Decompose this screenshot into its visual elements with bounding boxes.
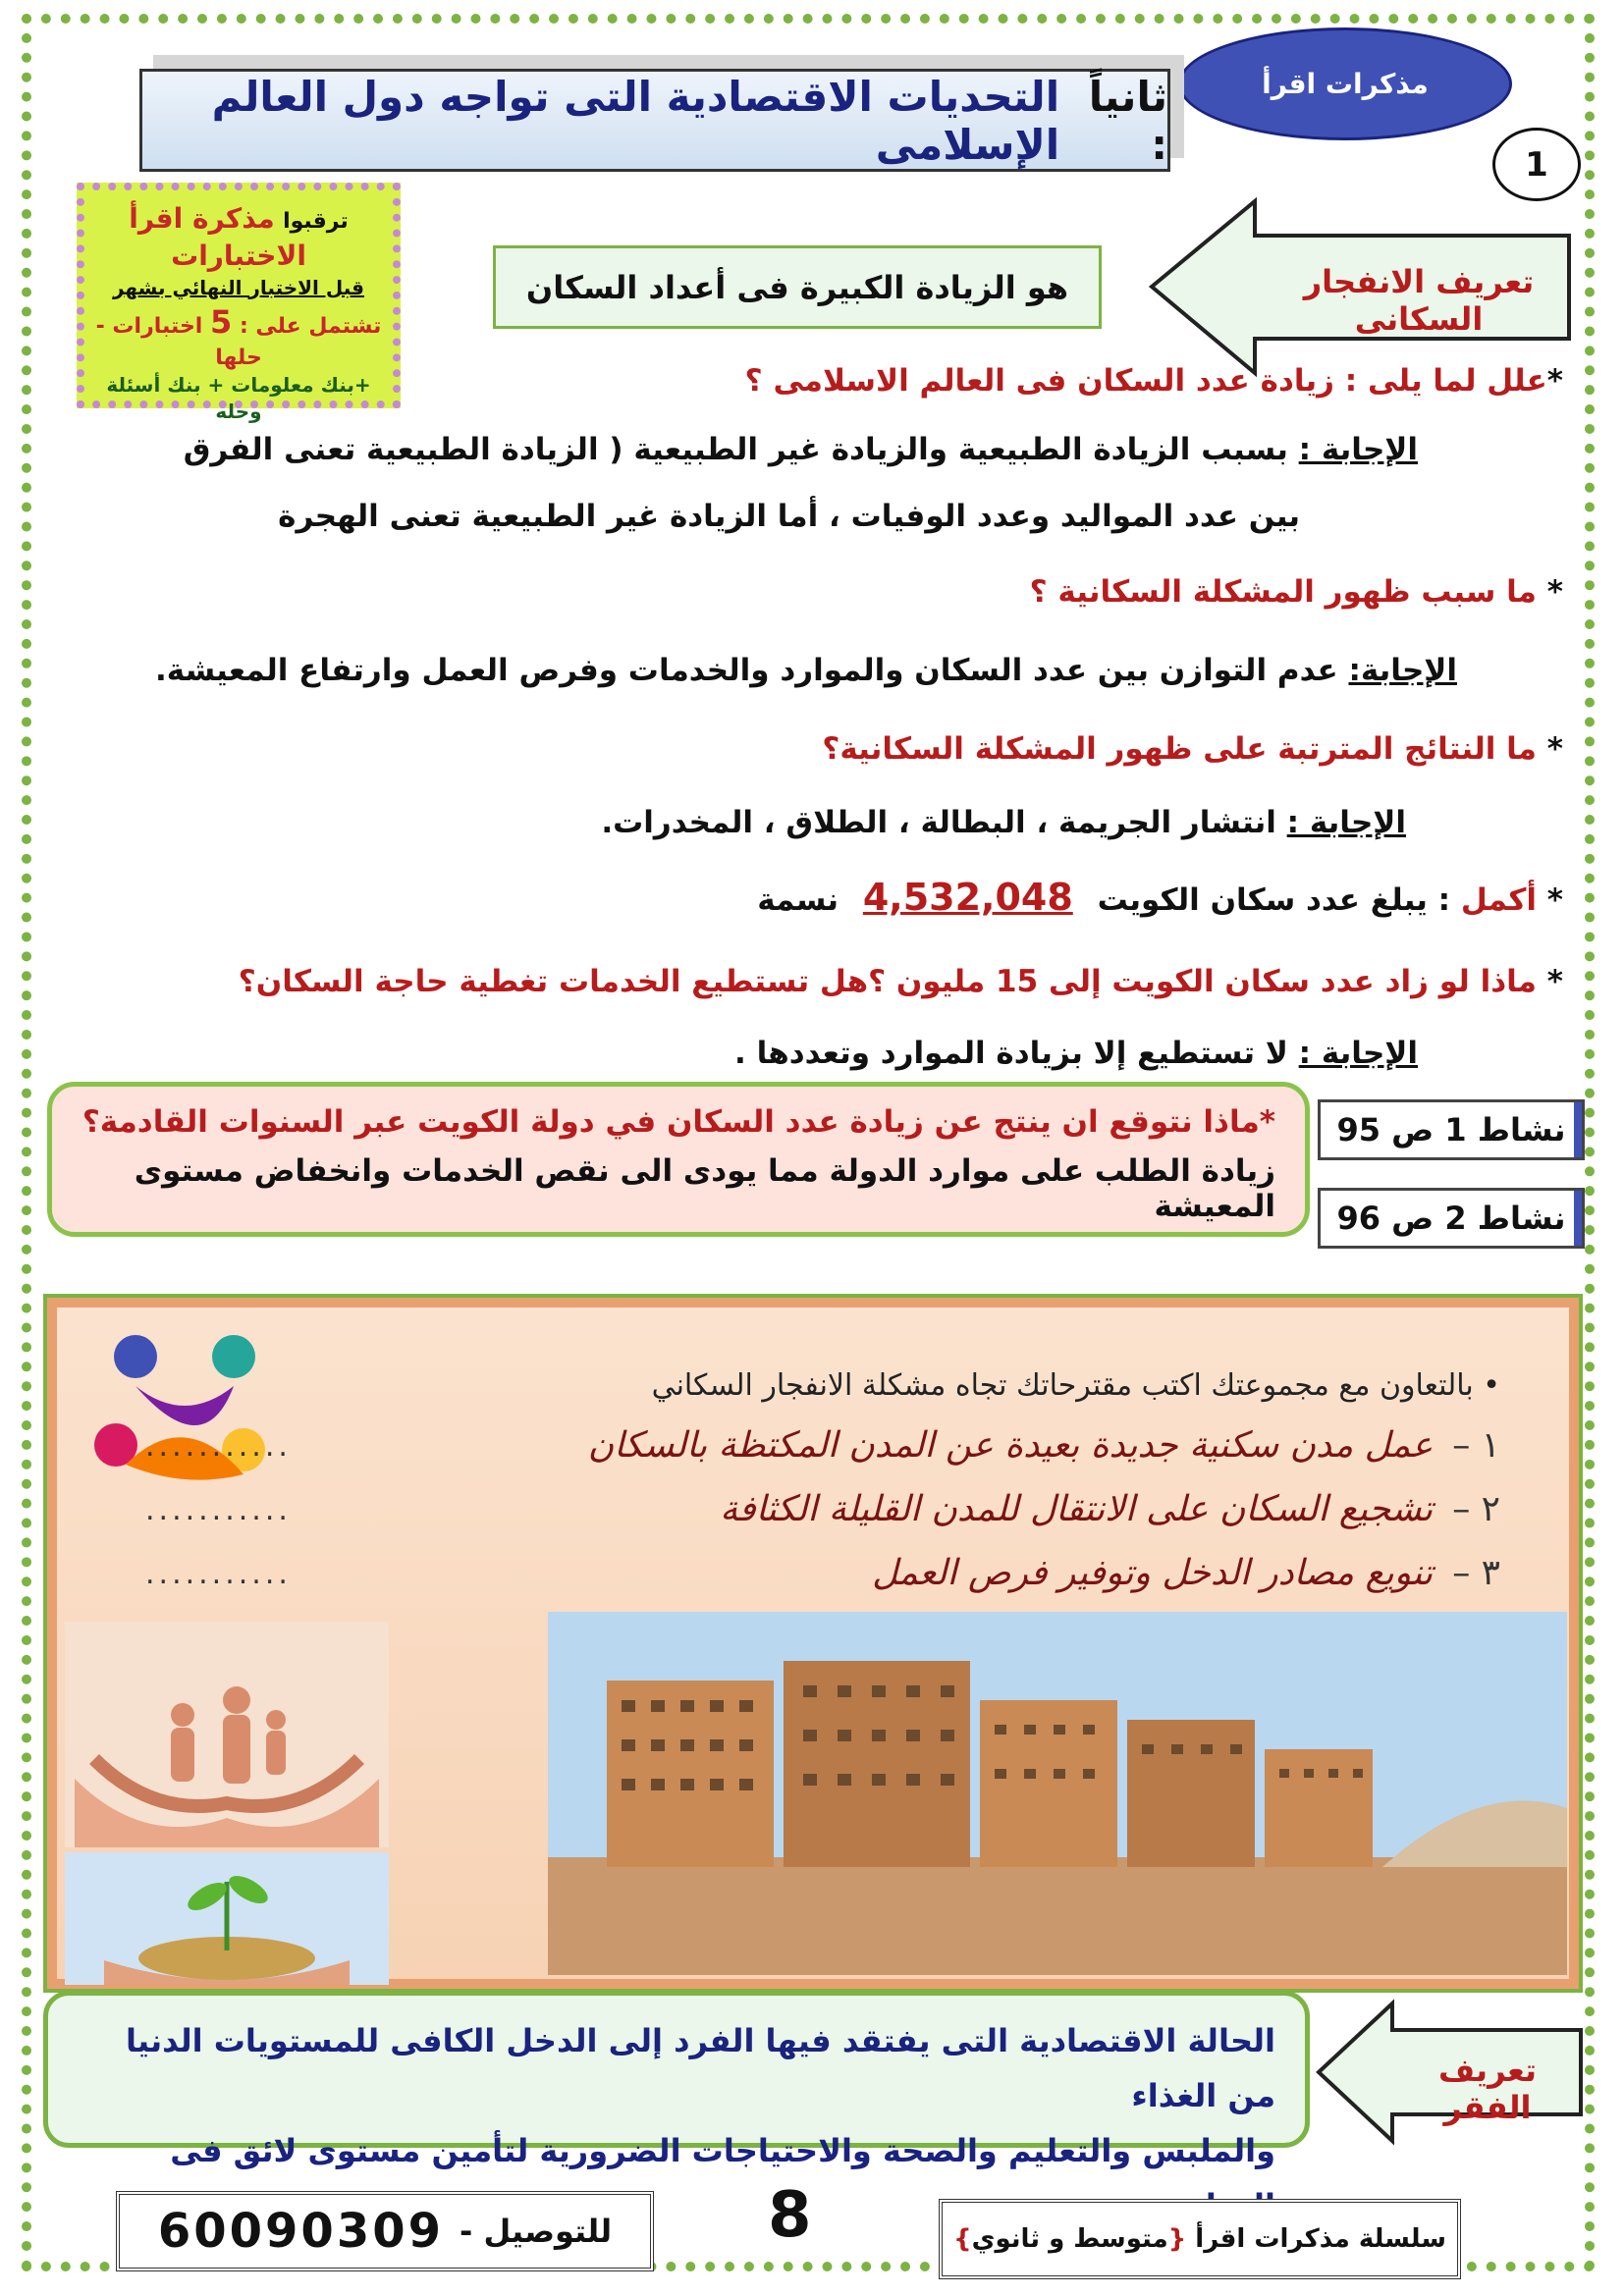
a5-label: الإجابة : [1298, 1036, 1418, 1071]
q6-text: *ماذا نتوقع ان ينتج عن زيادة عدد السكان في دولة الكويت عبر السنوات القادمة؟ [81, 1104, 1275, 1140]
dotted-line-1: ........... [145, 1429, 292, 1464]
footer-page-mark: 8 [768, 2179, 812, 2252]
brand-badge [1178, 27, 1512, 140]
q4-text-before: : يبلغ عدد سكان الكويت [1097, 882, 1451, 918]
definition-2-box [43, 1991, 1310, 2169]
brand-text: مذكرات اقرأ [1262, 68, 1429, 100]
answer-1-line-2: بين عدد المواليد وعدد الوفيات ، أما الزيادة غير الطبيعية تعنى الهجرة [278, 499, 1300, 534]
a3-label: الإجابة : [1286, 805, 1406, 840]
activity-tab-1 [1318, 1099, 1585, 1160]
teamwork-icon [77, 1317, 293, 1494]
q3-star: * [1546, 731, 1563, 767]
suggestion-1-text: عمل مدن سكنية جديدة بعيدة عن المدن المكتظة بالسكان [587, 1425, 1434, 1466]
suggestion-2 [720, 1489, 1500, 1529]
activity-tab-2-label: نشاط 2 ص 96 [1336, 1200, 1566, 1237]
footer-brace-open: { [1167, 2224, 1187, 2254]
definition-2-label: تعريف الفقر [1437, 2052, 1538, 2126]
q4-blank-value: 4,532,048 [862, 876, 1073, 919]
book-instruction: • بالتعاون مع مجموعتك اكتب مقترحاتك تجاه مشكلة الانفجار السكاني [651, 1368, 1500, 1403]
footer-series-text: سلسلة مذكرات اقرأ [1195, 2224, 1446, 2254]
q5-text: ماذا لو زاد عدد سكان الكويت إلى 15 مليون ؟هل تستطيع الخدمات تغطية حاجة السكان؟ [238, 964, 1537, 999]
a2-label: الإجابة: [1348, 653, 1457, 688]
definition-2-line-1: الحالة الاقتصادية التى يفتقد فيها الفرد إلى الدخل الكافى للمستويات الدنيا من الغذاء [126, 2022, 1275, 2114]
suggestion-3 [872, 1553, 1500, 1593]
answer-2 [155, 653, 1457, 688]
suggestion-2-text: تشجيع السكان على الانتقال للمدن القليلة الكثافة [720, 1489, 1434, 1529]
footer-series-levels: متوسط و ثانوي [971, 2224, 1168, 2254]
promo-l3-prefix: تشتمل على : [239, 313, 382, 339]
page-number-text: 1 [1525, 144, 1548, 185]
textbook-excerpt [43, 1294, 1583, 1993]
definition-1-label: تعريف الانفجار السكانى [1303, 263, 1535, 338]
q5-star: * [1546, 964, 1563, 999]
title-label: ثانياً : [1088, 72, 1167, 169]
q2-text: ما سبب ظهور المشكلة السكانية ؟ [1029, 574, 1537, 610]
dotted-line-2: ........... [145, 1493, 292, 1527]
promo-l3-number: 5 [210, 302, 233, 341]
question-6-box [47, 1082, 1310, 1237]
promo-line-1 [94, 200, 383, 275]
activity-tab-1-label: نشاط 1 ص 95 [1336, 1111, 1566, 1148]
q4-label: أكمل [1460, 882, 1537, 918]
q2-star: * [1546, 574, 1563, 610]
housing-buildings-image [548, 1612, 1567, 1975]
answer-3 [601, 805, 1406, 840]
suggestion-1-num: ١ – [1452, 1425, 1500, 1466]
question-2 [1030, 574, 1563, 610]
footer-series-box [939, 2199, 1461, 2279]
a2-text: عدم التوازن بين عدد السكان والموارد والخدمات وفرص العمل وارتفاع المعيشة. [155, 653, 1338, 688]
footer-phone-label: للتوصيل - [460, 2213, 613, 2250]
a1-label: الإجابة : [1298, 432, 1418, 467]
promo-highlight: مذكرة اقرأ الاختبارات [129, 202, 306, 272]
q6-answer: زيادة الطلب على موارد الدولة مما يودى الى نقص الخدمات وانخفاض مستوى المعيشة [134, 1153, 1275, 1224]
question-3 [822, 731, 1563, 767]
promo-line-3 [94, 301, 383, 373]
suggestion-2-num: ٢ – [1452, 1489, 1500, 1529]
question-5 [239, 964, 1563, 999]
promo-prefix: ترقبوا [283, 209, 349, 234]
answer-1-line-1 [184, 432, 1418, 467]
a3-text: انتشار الجريمة ، البطالة ، الطلاق ، المخدرات. [601, 805, 1276, 840]
definition-1-box [493, 245, 1102, 329]
q1-star: * [1546, 363, 1563, 399]
definition-1-text: هو الزيادة الكبيرة فى أعداد السكان [525, 268, 1069, 306]
promo-line-2: قبل الاختبار النهائي بشهر [112, 275, 364, 299]
suggestion-3-text: تنويع مصادر الدخل وتوفير فرص العمل [872, 1553, 1434, 1593]
q4-text-after: نسمة [757, 882, 839, 918]
suggestion-1 [588, 1425, 1500, 1466]
promo-l3-suffix: اختبارات - حلها [95, 313, 262, 370]
promo-line-4: +بنك معلومات + بنك أسئلة وحله [106, 373, 371, 424]
q1-text: علل لما يلى : زيادة عدد السكان فى العالم الاسلامى ؟ [744, 363, 1547, 399]
question-1 [745, 363, 1563, 399]
family-hands-image [65, 1622, 389, 1847]
question-4 [757, 876, 1563, 919]
page-title [139, 69, 1170, 172]
answer-5 [734, 1036, 1418, 1071]
plant-coins-image [65, 1852, 389, 1985]
title-text: التحديات الاقتصادية التى تواجه دول العالم الإسلامى [211, 72, 1060, 169]
activity-tab-2 [1318, 1188, 1585, 1249]
dotted-line-3: ........... [145, 1557, 292, 1591]
definition-2-line-2: والملبس والتعليم والصحة والاحتياجات الضرورية لتأمين مستوى لائق فى [170, 2132, 1275, 2169]
promo-box [77, 183, 401, 424]
a5-text: لا تستطيع إلا بزيادة الموارد وتعددها . [734, 1036, 1288, 1071]
q3-text: ما النتائج المترتبة على ظهور المشكلة السكانية؟ [822, 731, 1537, 767]
footer-phone-box [116, 2191, 654, 2271]
page-number [1492, 128, 1581, 201]
suggestion-3-num: ٣ – [1452, 1553, 1500, 1593]
footer-brace-close: } [953, 2224, 972, 2254]
a1-text-1: بسبب الزيادة الطبيعية والزيادة غير الطبيعية ( الزيادة الطبيعية تعنى الفرق [183, 432, 1288, 467]
footer-phone-number: 60090309 [157, 2204, 445, 2259]
q4-star: * [1546, 882, 1563, 918]
